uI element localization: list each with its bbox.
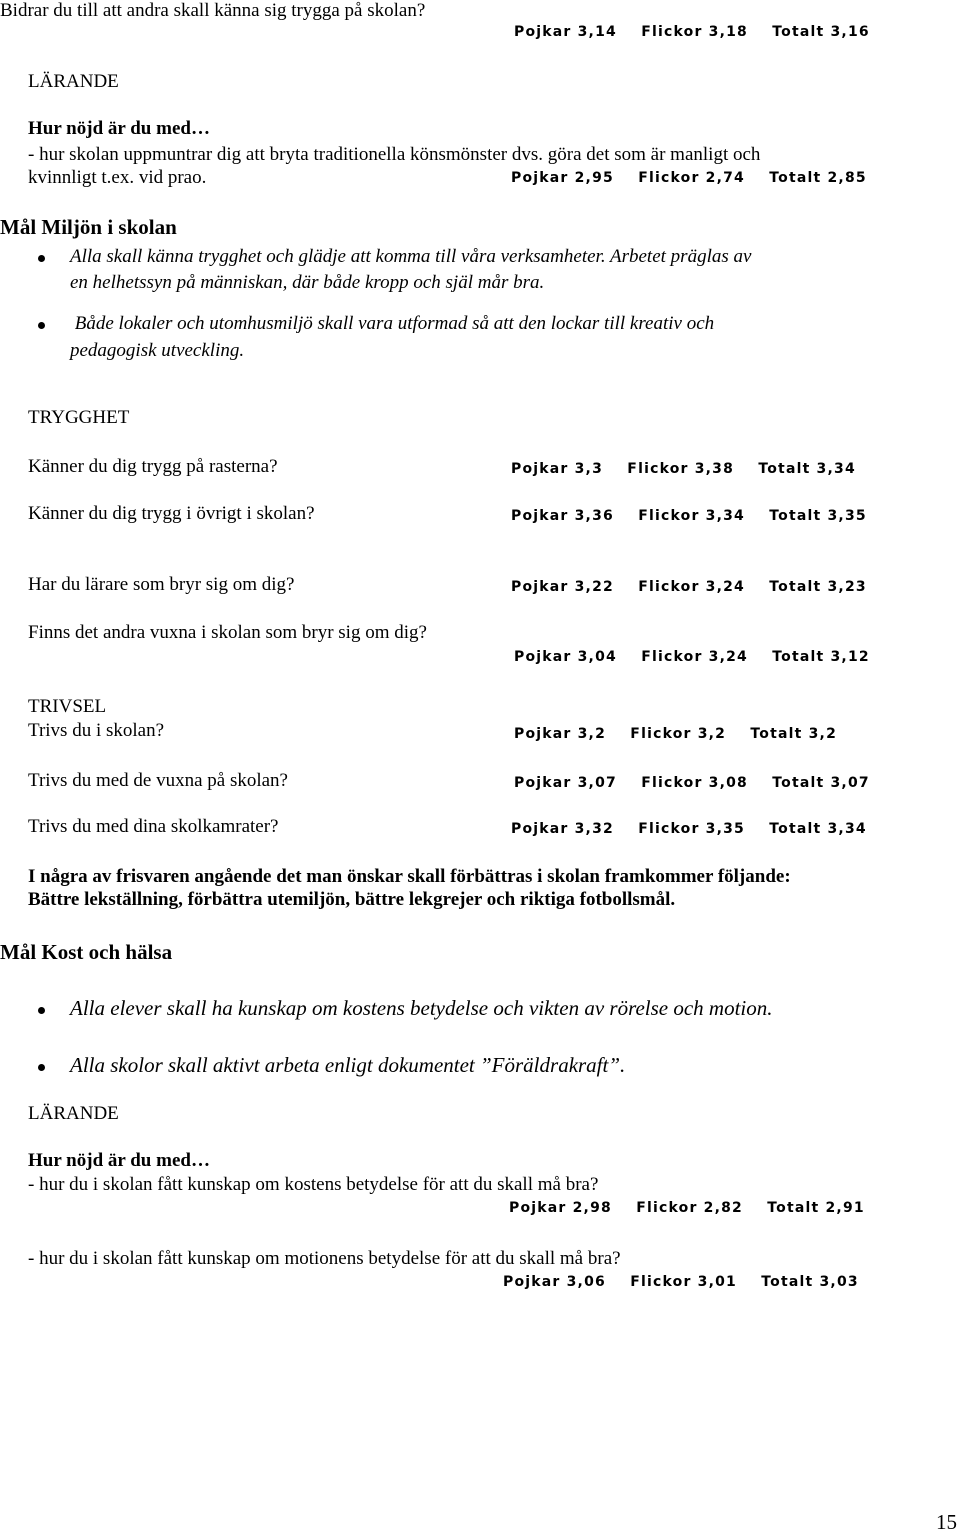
- larande-question-line2: kvinnligt t.ex. vid prao.: [28, 167, 207, 188]
- trivsel-stats-2: Pojkar 3,07 Flickor 3,08 Totalt 3,07: [514, 775, 870, 791]
- page-number: 15: [936, 1510, 957, 1534]
- trivsel-question-3: Trivs du med dina skolkamrater?: [28, 816, 279, 837]
- trivsel-stats-1: Pojkar 3,2 Flickor 3,2 Totalt 3,2: [514, 726, 838, 742]
- mal-miljo-heading: Mål Miljön i skolan: [0, 215, 177, 239]
- larande-subheading: Hur nöjd är du med…: [28, 118, 210, 139]
- trygghet-stats-4: Pojkar 3,04 Flickor 3,24 Totalt 3,12: [514, 649, 870, 665]
- trygghet-heading: TRYGGHET: [28, 407, 130, 428]
- trivsel-stats-3: Pojkar 3,32 Flickor 3,35 Totalt 3,34: [511, 821, 867, 837]
- trivsel-question-2: Trivs du med de vuxna på skolan?: [28, 770, 288, 791]
- mal-kost-heading: Mål Kost och hälsa: [0, 940, 173, 964]
- bullet-icon: [38, 1064, 45, 1071]
- larande2-stats-1: Pojkar 2,98 Flickor 2,82 Totalt 2,91: [509, 1200, 865, 1216]
- bullet-icon: [38, 322, 45, 329]
- larande2-question-2: - hur du i skolan fått kunskap om motionens betydelse för att du skall må bra?: [28, 1248, 621, 1269]
- mal-miljo-bullet-1-line2: en helhetssyn på människan, där både kropp och själ mår bra.: [70, 272, 545, 293]
- trygghet-question-3: Har du lärare som bryr sig om dig?: [28, 574, 295, 595]
- mal-kost-bullet-2: Alla skolor skall aktivt arbeta enligt dokumentet ”Föräldrakraft”.: [70, 1053, 626, 1077]
- intro-stats: Pojkar 3,14 Flickor 3,18 Totalt 3,16: [514, 24, 870, 40]
- larande-stats: Pojkar 2,95 Flickor 2,74 Totalt 2,85: [511, 170, 867, 186]
- bullet-icon: [38, 1007, 45, 1014]
- mal-miljo-bullet-2-line1: Både lokaler och utomhusmiljö skall vara utformad så att den lockar till kreativ och: [70, 313, 715, 334]
- trygghet-question-1: Känner du dig trygg på rasterna?: [28, 456, 278, 477]
- larande-question-line1: - hur skolan uppmuntrar dig att bryta traditionella könsmönster dvs. göra det som är manligt och: [28, 144, 761, 165]
- trivsel-question-1: Trivs du i skolan?: [28, 720, 165, 741]
- trygghet-question-2: Känner du dig trygg i övrigt i skolan?: [28, 503, 315, 524]
- intro-question: Bidrar du till att andra skall känna sig trygga på skolan?: [0, 0, 426, 21]
- mal-kost-bullet-1: Alla elever skall ha kunskap om kostens betydelse och vikten av rörelse och motion.: [70, 996, 773, 1020]
- trivsel-heading: TRIVSEL: [28, 696, 107, 717]
- trygghet-stats-1: Pojkar 3,3 Flickor 3,38 Totalt 3,34: [511, 461, 856, 477]
- larande2-heading: LÄRANDE: [28, 1103, 119, 1124]
- trygghet-question-4: Finns det andra vuxna i skolan som bryr sig om dig?: [28, 622, 427, 643]
- bullet-icon: [38, 255, 45, 262]
- larande2-question-1: - hur du i skolan fått kunskap om kostens betydelse för att du skall må bra?: [28, 1174, 599, 1195]
- mal-miljo-bullet-2-line2: pedagogisk utveckling.: [70, 340, 245, 361]
- larande2-subheading: Hur nöjd är du med…: [28, 1150, 210, 1171]
- trygghet-stats-2: Pojkar 3,36 Flickor 3,34 Totalt 3,35: [511, 508, 867, 524]
- trygghet-stats-3: Pojkar 3,22 Flickor 3,24 Totalt 3,23: [511, 579, 867, 595]
- larande2-stats-2: Pojkar 3,06 Flickor 3,01 Totalt 3,03: [503, 1274, 859, 1290]
- larande-heading: LÄRANDE: [28, 71, 119, 92]
- frisvar-line1: I några av frisvaren angående det man önskar skall förbättras i skolan framkommer följande:: [28, 866, 791, 887]
- frisvar-line2: Bättre lekställning, förbättra utemiljön, bättre lekgrejer och riktiga fotbollsmål.: [28, 889, 676, 910]
- mal-miljo-bullet-1-line1: Alla skall känna trygghet och glädje att komma till våra verksamheter. Arbetet präglas av: [70, 246, 752, 267]
